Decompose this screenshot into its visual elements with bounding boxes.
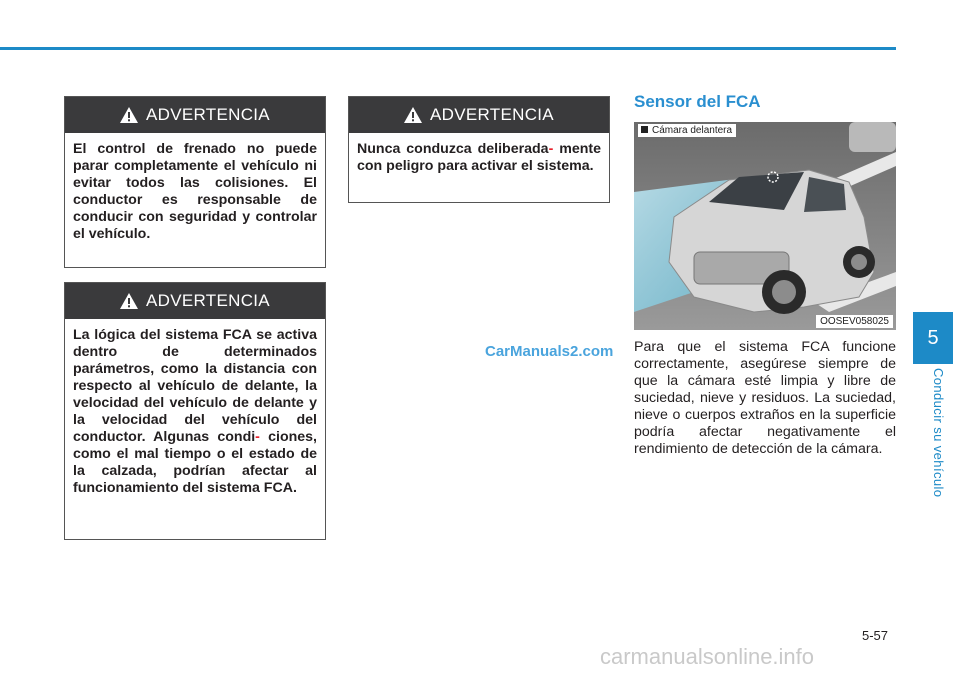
hyphen-mark: - bbox=[255, 429, 260, 445]
warning-heading: ADVERTENCIA bbox=[430, 105, 554, 124]
hyphen-mark: - bbox=[548, 141, 554, 157]
warning-box-2 bbox=[64, 282, 326, 540]
warning-text-part-a: Nunca conduzca deliberada bbox=[357, 141, 549, 157]
warning-heading: ADVERTENCIA bbox=[146, 105, 270, 124]
page-number: 5-57 bbox=[862, 628, 889, 643]
warning-text bbox=[65, 319, 325, 503]
warning-box-1 bbox=[64, 96, 326, 268]
warning-triangle-icon bbox=[404, 107, 422, 123]
warning-text-part-b: ciones, como el mal tiempo o el estado de la calzada, podrían afectar al funcionamiento del sistema FCA. bbox=[73, 429, 317, 496]
square-bullet-icon bbox=[641, 126, 648, 133]
warning-header bbox=[349, 97, 609, 133]
warning-triangle-icon bbox=[120, 293, 138, 309]
figure-label bbox=[638, 124, 736, 137]
warning-header bbox=[65, 97, 325, 133]
warning-text-part-a: La lógica del sistema FCA se activa dentro de determinados parámetros, como la distancia con respecto al vehículo de delante, la velocidad del vehículo de delante y la velocidad del vehículo del conductor. Algunas condi bbox=[73, 327, 317, 445]
watermark: CarManuals2.com bbox=[485, 343, 614, 360]
car-illustration bbox=[634, 122, 896, 330]
warning-text: El control de frenado no puede parar completamente el vehículo ni evitar todos las colisiones. El conductor es responsable de conducir con seguridad y controlar el vehículo. bbox=[73, 141, 317, 242]
body-paragraph: Para que el sistema FCA funcione correctamente, asegúrese siempre de que la cámara esté limpia y libre de suciedad, nieve y residuos. La suciedad, nieve o cuerpos extraños en la superficie podría afectar negativamente el rendimiento de detección de la cámara. bbox=[634, 339, 896, 457]
figure-code: OOSEV058025 bbox=[816, 315, 893, 328]
chapter-tab: 5 bbox=[913, 312, 953, 364]
chapter-title: Conducir su vehículo bbox=[931, 368, 946, 498]
section-title: Sensor del FCA bbox=[634, 92, 761, 111]
warning-triangle-icon bbox=[120, 107, 138, 123]
warning-heading: ADVERTENCIA bbox=[146, 291, 270, 310]
warning-text-part-b: mente con peligro para activar el sistema. bbox=[357, 141, 601, 174]
figure-label-text: Cámara delantera bbox=[652, 125, 733, 136]
warning-box-3 bbox=[348, 96, 610, 203]
warning-text bbox=[349, 133, 609, 181]
camera-figure bbox=[634, 122, 896, 330]
footer-watermark: carmanualsonline.info bbox=[600, 644, 815, 669]
warning-header bbox=[65, 283, 325, 319]
top-rule bbox=[0, 47, 896, 50]
